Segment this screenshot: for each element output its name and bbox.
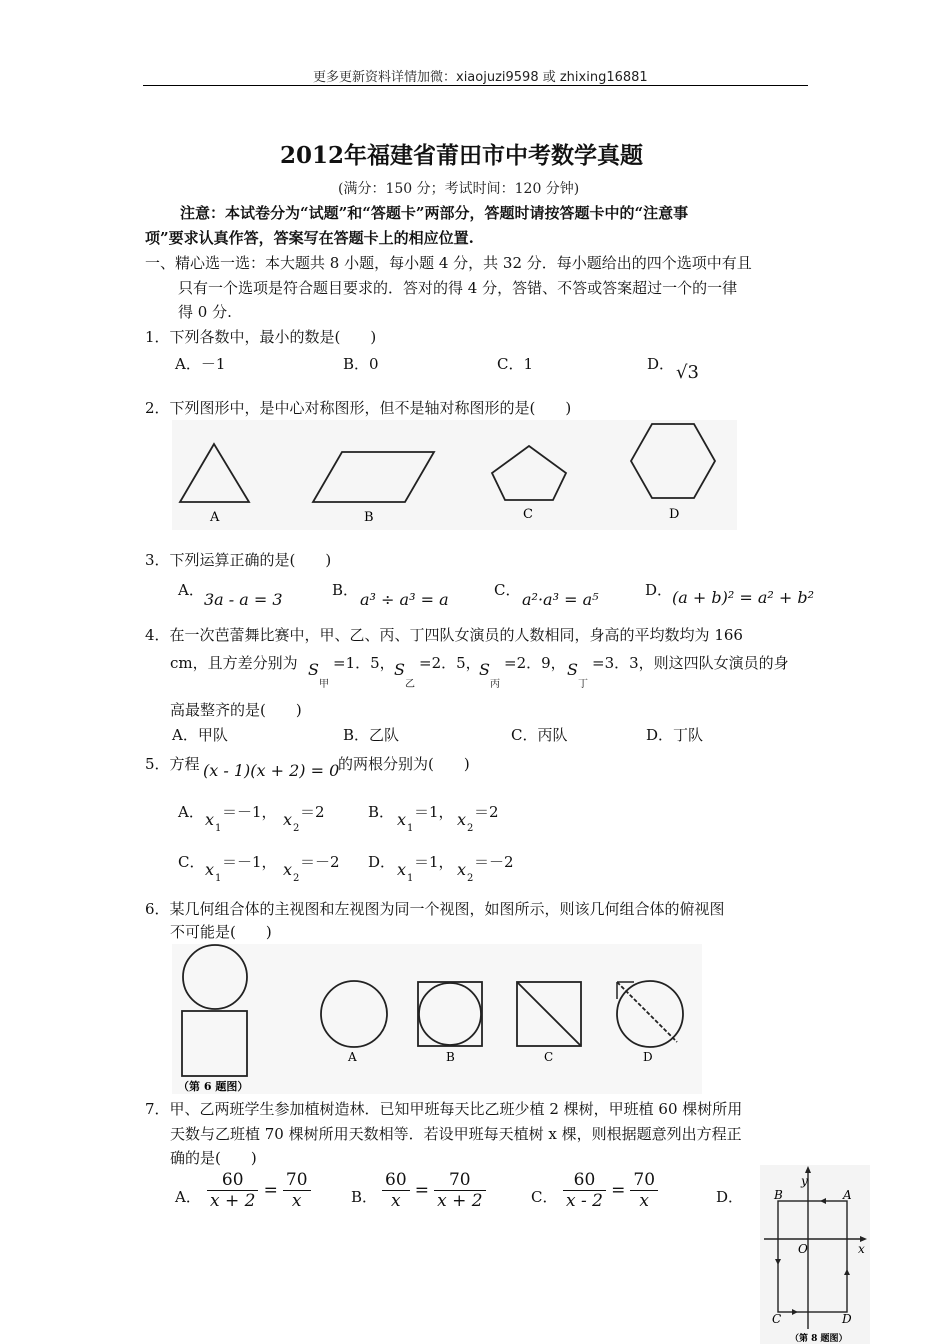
header-rule: [143, 85, 808, 86]
fig8-caption: （第 8 题图）: [790, 1334, 848, 1344]
q5-equation: (x - 1)(x + 2) = 0: [203, 761, 340, 780]
q7-option-b: B．: [351, 1188, 378, 1206]
q4-option-a: A．甲队: [172, 726, 228, 744]
q1-option-b: B．0: [343, 355, 379, 373]
section1-line2: 只有一个选项是符合题目要求的．答对的得 4 分，答错、不答或答案超过一个的一律: [178, 279, 738, 297]
q2-stem: 2．下列图形中，是中心对称图形，但不是轴对称图形的是( ): [145, 399, 572, 417]
q5-option-c: C．: [178, 853, 205, 871]
q3-option-b: B．: [332, 581, 359, 599]
fig8-label-a: A: [843, 1188, 852, 1202]
q1-stem: 1．下列各数中，最小的数是( ): [145, 328, 377, 346]
q5-a-x1-sub: 1: [215, 823, 222, 834]
q4-option-b: B．乙队: [343, 726, 400, 744]
q6-line2: 不可能是( ): [170, 923, 272, 941]
q4-variance-1-sub: 甲: [319, 679, 329, 690]
fig8-label-b: B: [774, 1188, 783, 1202]
q5-b-x1: x: [397, 810, 407, 829]
header-promo: 更多更新资料详情加微：xiaojuzi9598 或 zhixing16881: [313, 70, 648, 85]
q5-c-value2: ＝－2: [300, 853, 340, 871]
q5-a-value2: ＝2: [300, 803, 325, 821]
q7-b-den2: x + 2: [437, 1191, 483, 1211]
q4-variance-3-symbol: S: [479, 660, 490, 679]
q6-label-a: A: [348, 1050, 357, 1064]
section1-line1: 一、精心选一选：本大题共 8 小题，每小题 4 分，共 32 分．每小题给出的四个选项中有且: [145, 254, 752, 272]
fig8-label-x: x: [858, 1242, 865, 1256]
fig8-label-d: D: [842, 1312, 852, 1326]
q7-a-den1: x + 2: [210, 1191, 256, 1211]
q3-option-c: C．: [494, 581, 521, 599]
q5-stem-suffix: 的两根分别为( ): [338, 755, 470, 773]
q5-d-value2: ＝－2: [474, 853, 514, 871]
q5-d-x2: x: [457, 860, 467, 879]
q7-option-c-equation: [563, 1170, 658, 1211]
q2-label-c: C: [523, 507, 533, 522]
q5-d-value1: ＝1，: [414, 853, 454, 871]
q4-variance-2-symbol: S: [394, 660, 405, 679]
page-title: 2012年福建省莆田市中考数学真题: [280, 142, 644, 169]
q4-variance-4-symbol: S: [567, 660, 578, 679]
q4-line2-prefix: cm，且方差分别为: [170, 654, 298, 672]
q6-line1: 6．某几何组合体的主视图和左视图为同一个视图，如图所示，则该几何组合体的俯视图: [145, 900, 725, 918]
q5-b-x1-sub: 1: [407, 823, 414, 834]
q7-a-num2: 70: [283, 1170, 311, 1191]
q4-variance-2-sub: 乙: [405, 679, 415, 690]
q6-figure: [172, 944, 702, 1094]
q6-caption: （第 6 题图）: [178, 1080, 249, 1093]
q1-option-d-math: √3: [676, 362, 699, 383]
q7-a-num1: 60: [207, 1170, 258, 1191]
q3-option-b-math: a³ ÷ a³ = a: [360, 590, 449, 609]
q6-label-d: D: [643, 1050, 653, 1064]
q7-c-den1: x - 2: [566, 1191, 603, 1211]
q7-c-num1: 60: [563, 1170, 606, 1191]
notice-line1: 注意：本试卷分为“试题”和“答题卡”两部分，答题时请按答题卡中的“注意事: [180, 204, 689, 222]
notice-line2: 项”要求认真作答，答案写在答题卡上的相应位置.: [145, 229, 474, 247]
q4-variance-4-sub: 丁: [578, 679, 588, 690]
q5-a-value1: ＝－1，: [222, 803, 277, 821]
q5-a-x2-sub: 2: [293, 823, 300, 834]
q5-b-value2: ＝2: [474, 803, 499, 821]
q2-label-a: A: [210, 510, 220, 525]
q7-c-num2: 70: [630, 1170, 658, 1191]
q7-line1: 7．甲、乙两班学生参加植树造林．已知甲班每天比乙班少植 2 棵树，甲班植 60 棵树所用: [145, 1100, 743, 1118]
q5-c-x2: x: [283, 860, 293, 879]
fig8-label-o: O: [798, 1242, 808, 1256]
q4-option-d: D．丁队: [646, 726, 704, 744]
section1-line3: 得 0 分.: [178, 303, 232, 321]
q5-b-x2: x: [457, 810, 467, 829]
q7-option-a: A．: [175, 1188, 201, 1206]
q4-variance-3-value: =2．9，: [504, 654, 566, 672]
q5-b-value1: ＝1，: [414, 803, 454, 821]
q7-c-eq: =: [611, 1180, 626, 1201]
q4-line3: 高最整齐的是( ): [170, 701, 302, 719]
q5-d-x2-sub: 2: [467, 873, 474, 884]
q7-a-den2: x: [291, 1191, 302, 1211]
q2-figure: [172, 420, 737, 530]
q5-option-d: D．: [368, 853, 396, 871]
q3-stem: 3．下列运算正确的是( ): [145, 551, 332, 569]
q5-option-b: B．: [368, 803, 395, 821]
q7-b-den1: x: [391, 1191, 401, 1211]
q1-option-d: D．: [647, 355, 675, 373]
q6-label-c: C: [544, 1050, 554, 1064]
q7-line3: 确的是( ): [170, 1149, 257, 1167]
q2-label-d: D: [669, 507, 680, 522]
q2-label-b: B: [364, 510, 374, 525]
fig8: [760, 1165, 870, 1344]
q5-a-x1: x: [205, 810, 215, 829]
q5-b-x2-sub: 2: [467, 823, 474, 834]
q7-option-c: C．: [531, 1188, 558, 1206]
fig8-label-y: y: [801, 1174, 808, 1188]
fig8-label-c: C: [772, 1312, 782, 1326]
q4-option-c: C．丙队: [511, 726, 568, 744]
q7-option-d: D．: [716, 1188, 744, 1206]
q5-d-x1: x: [397, 860, 407, 879]
q5-c-value1: ＝－1，: [222, 853, 277, 871]
q7-line2: 天数与乙班植 70 棵树所用天数相等．若设甲班每天植树 x 棵，则根据题意列出方程正: [170, 1125, 742, 1143]
q7-b-eq: =: [414, 1180, 429, 1201]
q3-option-a-math: 3a - a = 3: [204, 590, 283, 609]
q1-option-c: C．1: [497, 355, 534, 373]
q3-option-c-math: a²·a³ = a⁵: [522, 590, 599, 609]
q5-c-x1: x: [205, 860, 215, 879]
q1-option-a: A．－1: [175, 355, 226, 373]
q7-c-den2: x: [639, 1191, 650, 1211]
q6-label-b: B: [446, 1050, 455, 1064]
q4-variance-1-value: =1．5，: [333, 654, 395, 672]
q5-c-x1-sub: 1: [215, 873, 222, 884]
q4-variance-3-sub: 丙: [490, 679, 500, 690]
q4-variance-1-symbol: S: [308, 660, 319, 679]
q4-variance-2-value: =2．5，: [419, 654, 481, 672]
q4-variance-4-value: =3．3，则这四队女演员的身: [592, 654, 789, 672]
paper-subtitle: (满分：150 分；考试时间：120 分钟): [338, 181, 580, 197]
q5-stem-prefix: 5．方程: [145, 755, 200, 773]
q3-option-d-math: (a + b)² = a² + b²: [672, 588, 815, 607]
q7-b-num2: 70: [434, 1170, 485, 1191]
q7-b-num1: 60: [382, 1170, 410, 1191]
q7-a-eq: =: [263, 1180, 278, 1201]
q5-c-x2-sub: 2: [293, 873, 300, 884]
q5-d-x1-sub: 1: [407, 873, 414, 884]
q5-option-a: A．: [178, 803, 204, 821]
q3-option-d: D．: [645, 581, 673, 599]
q5-a-x2: x: [283, 810, 293, 829]
q7-option-b-equation: [382, 1170, 486, 1211]
q3-option-a: A．: [178, 581, 204, 599]
q7-option-a-equation: [207, 1170, 311, 1211]
q4-line1: 4．在一次芭蕾舞比赛中，甲、乙、丙、丁四队女演员的人数相同，身高的平均数均为 166: [145, 626, 743, 644]
